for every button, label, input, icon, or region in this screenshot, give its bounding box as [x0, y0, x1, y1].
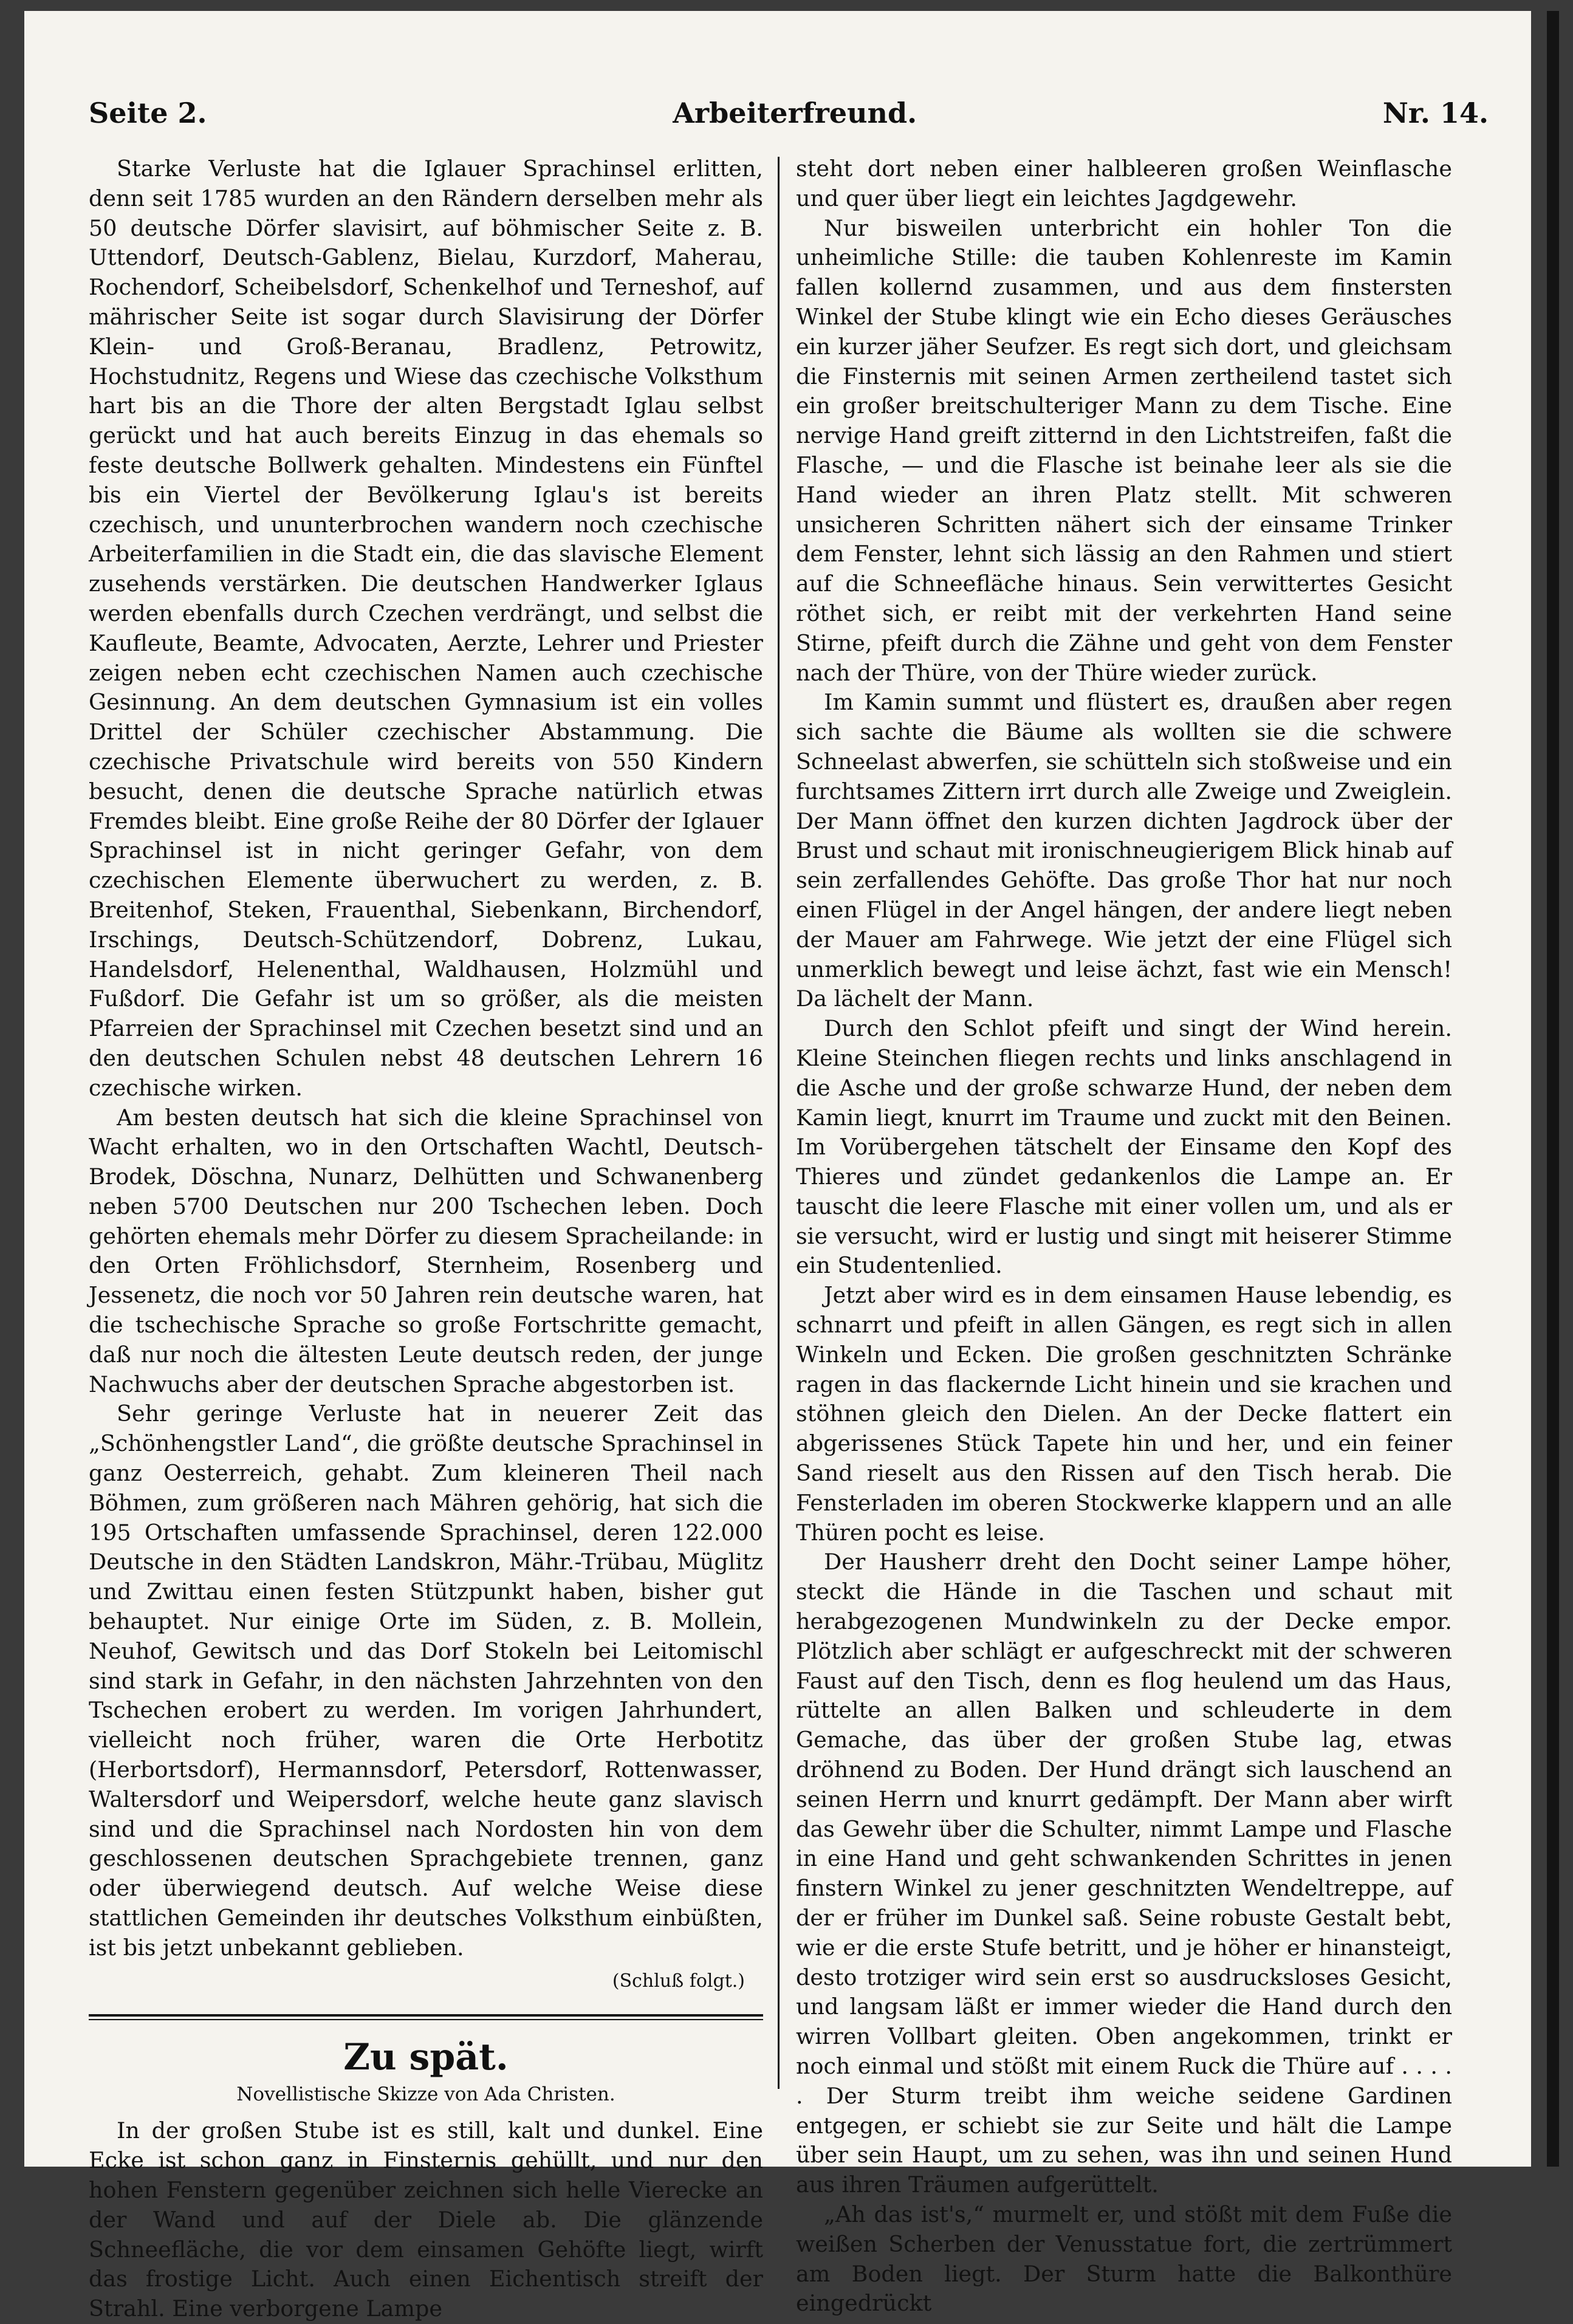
- paragraph: Jetzt aber wird es in dem einsamen Hause lebendig, es schnarrt und pfeift in allen Gängen, es regt sich in allen Winkeln und Ecken. Die großen geschnitzten Schränke ragen in das flackernde Licht hinein und sie krachen und stöhnen gleich den Dielen. An der Decke flattert ein abgerissenes Stück Tapete hin und her, und ein feiner Sand rieselt aus den Rissen auf den Tisch herab. Die Fensterladen im oberen Stockwerke klappern und an alle Thüren pocht es leise.: [796, 1282, 1452, 1546]
- paragraph: steht dort neben einer halbleeren großen Weinflasche und quer über liegt ein leichtes Jagdgewehr.: [796, 156, 1452, 211]
- column-divider: [778, 157, 780, 2089]
- paragraph: Im Kamin summt und flüstert es, draußen aber regen sich sachte die Bäume als wollten sie die schwere Schneelast abwerfen, sie schütteln sich stoßweise und ein furchtsames Zittern irrt durch alle Zweige und Zweiglein. Der Mann öffnet den kurzen dichten Jagdrock über der Brust und schaut mit ironischneugierigem Blick hinab auf sein zerfallendes Gehöfte. Das große Thor hat nur noch einen Flügel in der Angel hängen, der andere liegt neben der Mauer am Fahrwege. Wie jetzt der eine Flügel sich unmerklich bewegt und leise ächzt, fast wie ein Mensch! Da lächelt der Mann.: [796, 689, 1452, 1012]
- paragraph: Starke Verluste hat die Iglauer Sprachinsel erlitten, denn seit 1785 wurden an den Rändern derselben mehr als 50 deutsche Dörfer slavisirt, auf böhmischer Seite z. B. Uttendorf, Deutsch-Gablenz, Bielau, Kurzdorf, Maherau, Rochendorf, Scheibelsdorf, Schenkelhof und Terneshof, auf mährischer Seite ist sogar durch Slavisirung der Dörfer Klein- und Groß-Beranau, Bradlenz, Petrowitz, Hochstudnitz, Regens und Wiese das czechische Volksthum hart bis an die Thore der alten Bergstadt Iglau selbst gerückt und hat auch bereits Einzug in das ehemals so feste deutsche Bollwerk gehalten. Mindestens ein Fünftel bis ein Viertel der Bevölkerung Iglau's ist bereits czechisch, und ununterbrochen wandern noch czechische Arbeiterfamilien in die Stadt ein, die das slavische Element zusehends verstärken. Die deutschen Handwerker Iglaus werden ebenfalls durch Czechen verdrängt, und selbst die Kaufleute, Beamte, Advocaten, Aerzte, Lehrer und Priester zeigen neben echt czechischen Namen auch czechische Gesinnung. An dem deutschen Gymnasium ist ein volles Drittel der Schüler czechischer Abstammung. Die czechische Privatschule wird bereits von 550 Kindern besucht, denen die deutsche Sprache natürlich etwas Fremdes bleibt. Eine große Reihe der 80 Dörfer der Iglauer Sprachinsel ist in nicht geringer Gefahr, von dem czechischen Elemente überwuchert zu werden, z. B. Breitenhof, Steken, Frauenthal, Siebenkann, Birchendorf, Irschings, Deutsch-Schützendorf, Dobrenz, Lukau, Handelsdorf, Helenenthal, Waldhausen, Holzmühl und Fußdorf. Die Gefahr ist um so größer, als die meisten Pfarreien der Sprachinsel mit Czechen besetzt sind und an den deutschen Schulen nebst 48 deutschen Lehrern 16 czechische wirken.: [89, 156, 763, 1101]
- section-rule: [89, 2014, 763, 2020]
- paragraph: In der großen Stube ist es still, kalt und dunkel. Eine Ecke ist schon ganz in Finsternis gehüllt, und nur den hohen Fenstern gegenüber zeichnen sich helle Vierecke an der Wand und auf der Diele ab. Die glänzende Schneefläche, die vor dem einsamen Gehöfte liegt, wirft das frostige Licht. Auch einen Eichentisch streift der Strahl. Eine verborgene Lampe: [89, 2117, 763, 2322]
- issue-number: Nr. 14.: [1382, 97, 1489, 129]
- newspaper-page: [24, 11, 1531, 2322]
- page-number: Seite 2.: [89, 97, 207, 129]
- paragraph: Sehr geringe Verluste hat in neuerer Zeit das „Schönhengstler Land“, die größte deutsche Sprachinsel in ganz Oesterreich, gehabt. Zum kleineren Theil nach Böhmen, zum größeren nach Mähren gehörig, hat sich die 195 Ortschaften umfassende Sprachinsel, deren 122.000 Deutsche in den Städten Landskron, Mähr.-Trübau, Müglitz und Zwittau einen festen Stützpunkt haben, bisher gut behauptet. Nur einige Orte im Süden, z. B. Mollein, Neuhof, Gewitsch und das Dorf Stokeln bei Leitomischl sind stark in Gefahr, in den nächsten Jahrzehnten von den Tschechen erobert zu werden. Im vorigen Jahrhundert, vielleicht noch früher, waren die Orte Herbotitz (Herbortsdorf), Hermannsdorf, Petersdorf, Rottenwasser, Waltersdorf und Weipersdorf, welche heute ganz slavisch sind und die Sprachinsel nach Nordosten hin von dem geschlossenen deutschen Sprachgebiete trennen, ganz oder überwiegend deutsch. Auf welche Weise diese stattlichen Gemeinden ihr deutsches Volksthum einbüßten, ist bis jetzt unbekannt geblieben.: [89, 1400, 763, 1961]
- paragraph: „Ah das ist's,“ murmelt er, und stößt mit dem Fuße die weißen Scherben der Venusstatue fort, die zertrümmert am Boden liegt. Der Sturm hatte die Balkonthüre eingedrückt: [796, 2201, 1452, 2317]
- paragraph: Der Hausherr dreht den Docht seiner Lampe höher, steckt die Hände in die Taschen und schaut mit herabgezogenen Mundwinkeln zu der Decke empor. Plötzlich aber schlägt er aufgeschreckt mit der schweren Faust auf den Tisch, denn es flog heulend um das Haus, rüttelte an allen Balken und schleuderte in dem Gemache, das über der großen Stube lag, etwas dröhnend zu Boden. Der Hund drängt sich lauschend an seinen Herrn und knurrt gedämpft. Der Mann aber wirft das Gewehr über die Schulter, nimmt Lampe und Flasche in eine Hand und geht schwankenden Schrittes in jenen finstern Winkel zu jener geschnitzten Wendeltreppe, auf der er früher im Dunkel saß. Seine robuste Gestalt bebt, wie er die erste Stufe betritt, und je höher er hinansteigt, desto trotziger wird sein erst so ausdrucksloses Gesicht, und langsam läßt er immer wieder die Hand durch den wirren Vollbart gleiten. Oben angekommen, trinkt er noch einmal und stößt mit einem Ruck die Thüre auf . . . . . Der Sturm treibt ihm weiche seidene Gardinen entgegen, er schiebt sie zur Seite und hält die Lampe über sein Haupt, um zu sehen, was ihn und seinen Hund aus ihren Träumen aufgerüttelt.: [796, 1549, 1452, 2198]
- scan-edge: [1547, 11, 1559, 2167]
- page-header: [89, 89, 1489, 137]
- paragraph: Nur bisweilen unterbricht ein hohler Ton die unheimliche Stille: die tauben Kohlenreste im Kamin fallen kollernd zusammen, und aus dem finstersten Winkel der Stube klingt wie ein Echo dieses Geräusches ein kurzer jäher Seufzer. Es regt sich dort, und gleichsam die Finsternis mit seinen Armen zertheilend tastet sich ein großer breitschulteriger Mann zu dem Tische. Eine nervige Hand greift zitternd in den Lichtstreifen, faßt die Flasche, — und die Flasche ist beinahe leer als sie die Hand wieder an ihren Platz stellt. Mit schweren unsicheren Schritten nähert sich der einsame Trinker dem Fenster, lehnt sich lässig an den Rahmen und stiert auf die Schneefläche hinaus. Sein verwittertes Gesicht röthet sich, er reibt mit der verkehrten Hand seine Stirne, pfeift durch die Zähne und geht von dem Fenster nach der Thüre, von der Thüre wieder zurück.: [796, 214, 1452, 686]
- continuation-note: (Schluß folgt.): [612, 1970, 745, 1992]
- right-column: [796, 154, 1452, 2319]
- paragraph: Durch den Schlot pfeift und singt der Wind herein. Kleine Steinchen fliegen rechts und links anschlagend in die Asche und der große schwarze Hund, der neben dem Kamin liegt, knurrt im Traume und zuckt mit den Beinen. Im Vorübergehen tätschelt der Einsame den Kopf des Thieres und zündet gedankenlos die Lampe an. Er tauscht die leere Flasche mit einer vollen um, und als er sie versucht, wird er lustig und singt mit heiserer Stimme ein Studentenlied.: [796, 1015, 1452, 1279]
- paragraph: Am besten deutsch hat sich die kleine Sprachinsel von Wacht erhalten, wo in den Ortschaften Wachtl, Deutsch-Brodek, Döschna, Nunarz, Delhütten und Schwanenberg neben 5700 Deutschen nur 200 Tschechen leben. Doch gehörten ehemals mehr Dörfer zu diesem Spracheilande: in den Orten Fröhlichsdorf, Sternheim, Rosenberg und Jessenetz, die noch vor 50 Jahren rein deutsche waren, hat die tschechische Sprache so große Fortschritte gemacht, daß nur noch die ältesten Leute deutsch reden, der junge Nachwuchs aber der deutschen Sprache abgestorben ist.: [89, 1104, 763, 1397]
- article-subtitle: Novellistische Skizze von Ada Christen.: [236, 2083, 615, 2106]
- article-title: Zu spät.: [343, 2036, 509, 2079]
- newspaper-title: Arbeiterfreund.: [673, 97, 917, 129]
- left-column: [89, 154, 763, 2324]
